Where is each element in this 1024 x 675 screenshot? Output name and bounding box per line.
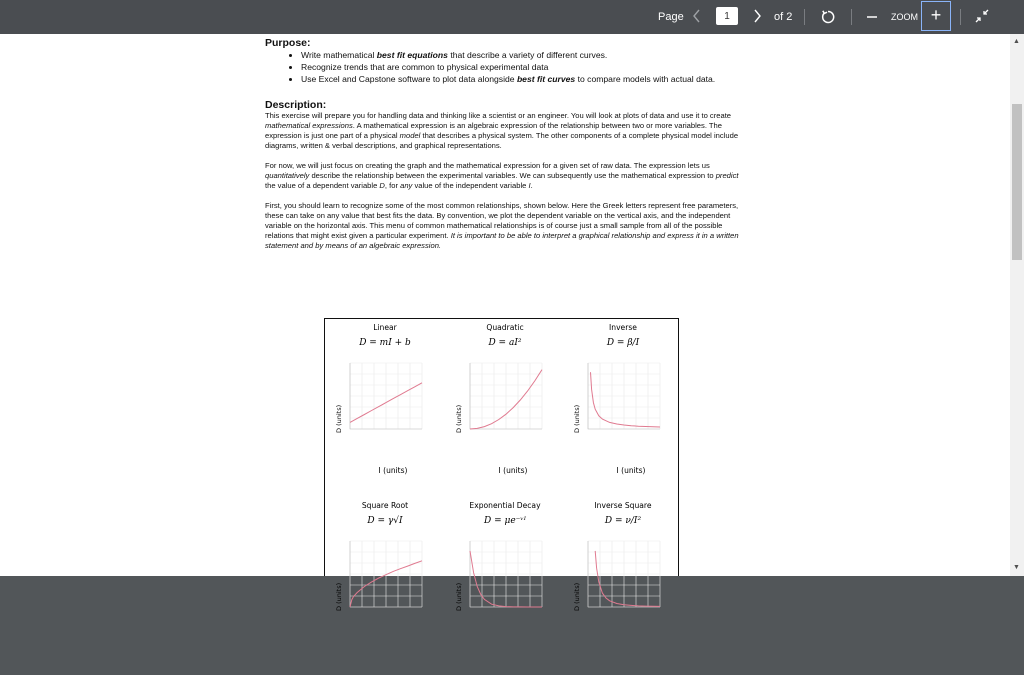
chart-ylabel: D (units) bbox=[455, 404, 463, 433]
chart-xlabel: I (units) bbox=[616, 466, 646, 475]
purpose-heading: Purpose: bbox=[265, 37, 311, 49]
chart-ylabel: D (units) bbox=[335, 582, 343, 611]
chart-xlabel: I (units) bbox=[378, 466, 408, 475]
chevron-left-icon bbox=[692, 8, 702, 24]
chart-ylabel: D (units) bbox=[573, 582, 581, 611]
chart-plot bbox=[325, 497, 445, 675]
series-line bbox=[595, 551, 660, 607]
page-count: of 2 bbox=[774, 11, 793, 23]
chart-equation: D = γ√I bbox=[367, 516, 403, 526]
paragraph: First, you should learn to recognize some of the most common relationships, shown below. Here the Greek letters represent free parameters, these can take on any value that best fits the data. By convention, we plot the dependent variable on the vertical axis, and the independent variable on the horizontal axis. This menu of common mathematical relationships is of course just a small sample from all of the possible relations that might exist given a particular experiment. It is important to be able to interpret a graphical relationship and express it in a written statement and by means of an algebraic expression. bbox=[265, 201, 739, 250]
list-item: • Recognize trends that are common to physical experimental data bbox=[301, 61, 750, 73]
chart-plot bbox=[445, 319, 565, 497]
chart-title: Square Root bbox=[361, 501, 409, 510]
chart-title: Exponential Decay bbox=[469, 501, 541, 510]
rotate-icon bbox=[820, 9, 836, 25]
chart-equation: D = ν/I² bbox=[604, 516, 642, 526]
zoom-label: ZOOM bbox=[891, 12, 918, 22]
collapse-button[interactable] bbox=[975, 9, 989, 28]
chart-title: Quadratic bbox=[486, 323, 524, 332]
chart-plot bbox=[563, 319, 683, 497]
chart-title: Inverse Square bbox=[594, 501, 652, 510]
minus-icon bbox=[866, 9, 878, 25]
pdf-toolbar bbox=[0, 0, 1024, 34]
chart-equation: D = aI² bbox=[488, 338, 522, 348]
scrollbar[interactable] bbox=[1010, 34, 1024, 576]
scroll-thumb[interactable] bbox=[1012, 104, 1022, 260]
separator bbox=[804, 9, 805, 25]
chart-linear bbox=[325, 319, 445, 497]
chart-quadratic bbox=[445, 319, 565, 497]
zoom-in-button[interactable] bbox=[921, 1, 951, 31]
purpose-list bbox=[265, 49, 750, 85]
scroll-down-icon[interactable]: ▼ bbox=[1013, 564, 1020, 571]
chart-equation: D = mI + b bbox=[359, 338, 411, 348]
scroll-up-icon[interactable]: ▲ bbox=[1013, 38, 1020, 45]
list-item: • Use Excel and Capstone software to plot data alongside best fit curves to compare models with actual data. bbox=[301, 73, 750, 85]
separator bbox=[851, 9, 852, 25]
chart-equation: D = β/I bbox=[606, 338, 640, 348]
chart-xlabel: I (units) bbox=[498, 466, 528, 475]
description-heading: Description: bbox=[265, 99, 327, 111]
series-line bbox=[591, 372, 661, 427]
chart-title: Linear bbox=[373, 323, 397, 332]
chart-ylabel: D (units) bbox=[335, 404, 343, 433]
relationships-figure bbox=[324, 318, 679, 611]
zoom-out-button[interactable] bbox=[866, 9, 878, 30]
separator bbox=[960, 9, 961, 25]
paragraph: For now, we will just focus on creating the graph and the mathematical expression for a given set of raw data. The expression lets us quantitatively describe the relationship between the experimental variables. We can subsequently use the mathematical expression to predict the value of a dependent variable D, for any value of the independent variable I. bbox=[265, 161, 739, 190]
list-item: • Write mathematical best fit equations that describe a variety of different curves. bbox=[301, 49, 750, 61]
next-page-button[interactable] bbox=[752, 8, 762, 29]
plus-icon: + bbox=[930, 5, 942, 25]
chart-title: Inverse bbox=[609, 323, 637, 332]
prev-page-button[interactable] bbox=[692, 8, 702, 29]
chart-ylabel: D (units) bbox=[573, 404, 581, 433]
chevron-right-icon bbox=[752, 8, 762, 24]
chart-inverse bbox=[563, 319, 683, 497]
collapse-icon bbox=[975, 9, 989, 23]
chart-equation: D = μe⁻ᵛᴵ bbox=[484, 516, 526, 526]
chart-plot bbox=[445, 497, 565, 675]
chart-exponential-decay bbox=[445, 497, 565, 675]
page-number-input[interactable]: 1 bbox=[716, 7, 738, 25]
paragraph: This exercise will prepare you for handling data and thinking like a scientist or an engineer. You will look at plots of data and use it to create mathematical expressions. A mathematical expression is an algebraic expression of the relationship between two or more variables. The expression is just one part of a physical model that describes a physical system. The other components of a complete physical model include diagrams, written & verbal descriptions, and graphical representations. bbox=[265, 111, 739, 150]
document-viewer[interactable] bbox=[0, 34, 1010, 611]
chart-plot bbox=[325, 319, 445, 497]
rotate-button[interactable] bbox=[820, 9, 836, 30]
chart-plot bbox=[563, 497, 683, 675]
document-text bbox=[265, 34, 750, 251]
chart-inverse-square bbox=[563, 497, 683, 675]
page-label: Page bbox=[658, 11, 684, 23]
chart-ylabel: D (units) bbox=[455, 582, 463, 611]
chart-square-root bbox=[325, 497, 445, 675]
